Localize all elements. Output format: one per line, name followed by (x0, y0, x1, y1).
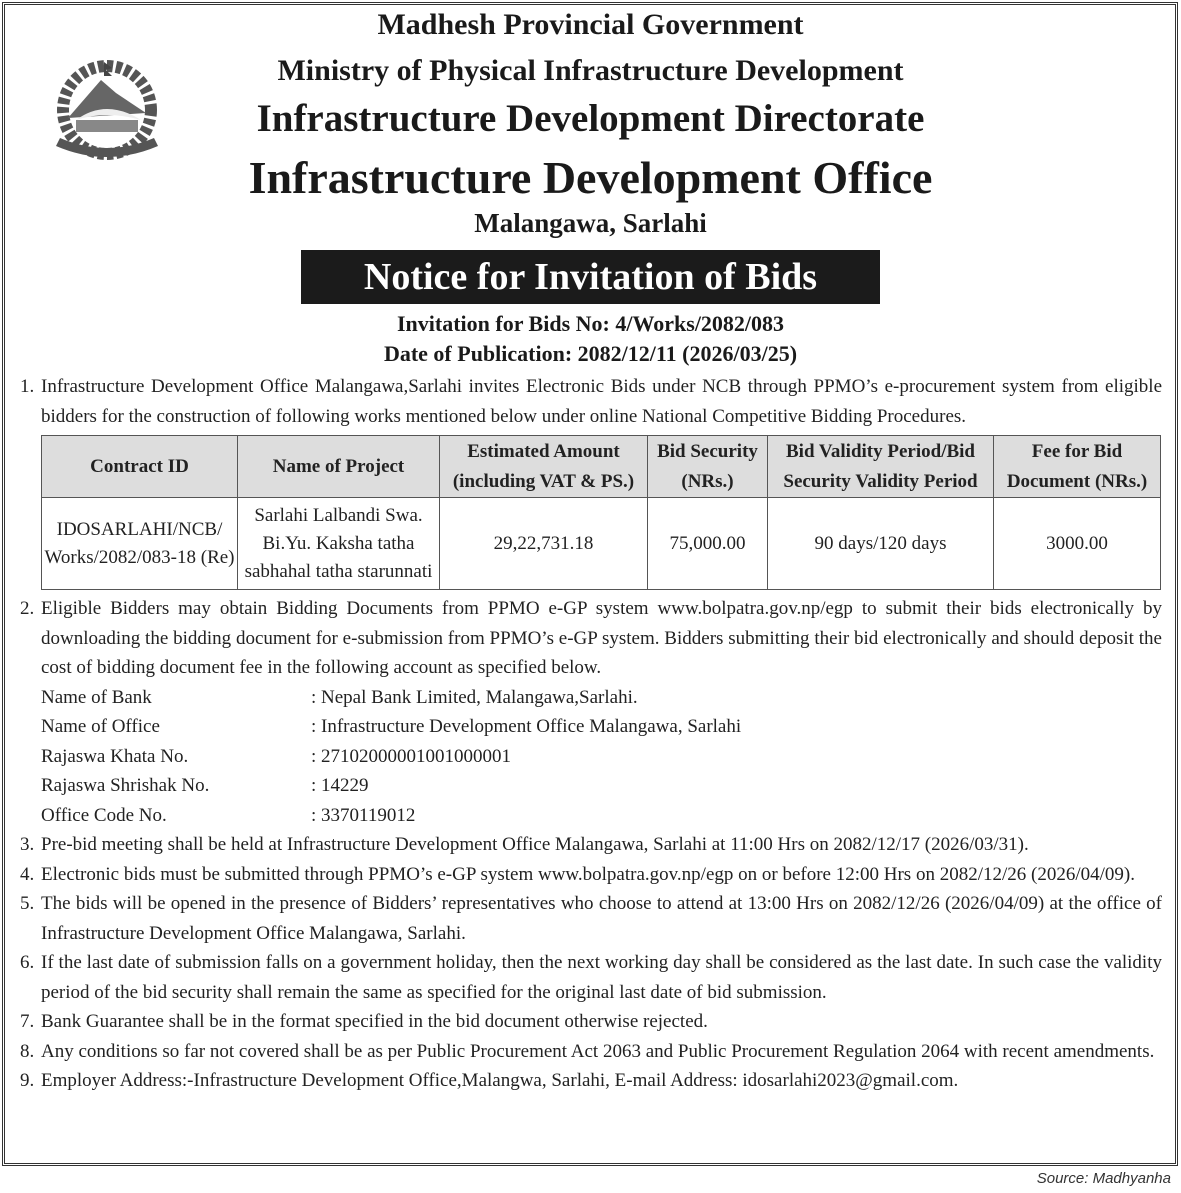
item-text: Electronic bids must be submitted through PPMO’s e-GP system www.bolpatra.gov.np/egp on or before 12:00 Hrs on 2082/12/26 (2026/04/09). (41, 863, 1135, 885)
table-row (42, 498, 1161, 590)
account-value: : 3370119012 (311, 804, 416, 826)
account-label: Rajaswa Khata No. (41, 745, 189, 767)
account-row (20, 683, 1162, 713)
cell-validity-period: 90 days/120 days (768, 498, 994, 590)
table-header-row (42, 436, 1161, 498)
item-number: 1. (20, 376, 35, 397)
item-text: Eligible Bidders may obtain Bidding Documents from PPMO e-GP system www.bolpatra.gov.np/egp to submit their bids electronically by downloading the bidding document for e-submission from PPMO’s e-GP system. Bidders submitting their bid electronically and should deposit the cost of bidding document fee in the following account as specified below. (41, 598, 1162, 678)
publication-date: Date of Publication: 2082/12/11 (2026/03/25) (383, 341, 798, 366)
col-bid-security: Bid Security (NRs.) (648, 436, 768, 498)
header-location: Malangawa, Sarlahi (474, 208, 707, 238)
list-item (20, 1066, 1162, 1096)
account-value: : 27102000001001000001 (311, 745, 512, 767)
bid-table (41, 435, 1161, 590)
item-text: Infrastructure Development Office Malangawa,Sarlahi invites Electronic Bids under NCB through PPMO’s e-procurement system from eligible bidders for the construction of following works mentioned below under online National Competitive Bidding Procedures. (41, 376, 1162, 427)
cell-fee: 3000.00 (994, 498, 1161, 590)
item-text: If the last date of submission falls on a government holiday, then the next working day shall be considered as the last date. In such case the validity period of the bid security shall remain the same as specified for the original last date of bid submission. (41, 952, 1162, 1003)
header-directorate: Infrastructure Development Directorate (256, 97, 925, 140)
list-item (20, 594, 1162, 683)
account-value: : Nepal Bank Limited, Malangawa,Sarlahi. (311, 686, 638, 708)
header-ministry: Ministry of Physical Infrastructure Development (277, 54, 904, 87)
account-label: Office Code No. (41, 804, 167, 826)
item-number: 7. (20, 1011, 35, 1032)
col-validity-period: Bid Validity Period/Bid Security Validity Period (768, 436, 994, 498)
account-row (20, 771, 1162, 801)
list-item (20, 1007, 1162, 1037)
account-value: : 14229 (311, 775, 369, 796)
cell-estimated-amount: 29,22,731.18 (440, 498, 648, 590)
col-contract-id: Contract ID (42, 436, 238, 498)
header-office: Infrastructure Development Office (248, 152, 933, 203)
cell-project-name: Sarlahi Lalbandi Swa. Bi.Yu. Kaksha tatha sabhahal tatha starunnati (238, 498, 440, 590)
col-estimated-amount: Estimated Amount (including VAT & PS.) (440, 436, 648, 498)
item-number: 2. (20, 598, 35, 619)
item-text: Pre-bid meeting shall be held at Infrastructure Development Office Malangawa, Sarlahi at 11:00 Hrs on 2082/12/17 (2026/03/31). (41, 834, 1029, 855)
list-item (20, 860, 1162, 890)
item-number: 5. (20, 893, 35, 914)
item-number: 6. (20, 952, 35, 973)
item-text: Employer Address:-Infrastructure Development Office,Malangwa, Sarlahi, E-mail Address: idosarlahi2023@gmail.com. (41, 1070, 959, 1091)
account-row (20, 742, 1162, 772)
list-item (20, 830, 1162, 860)
item-text: Any conditions so far not covered shall be as per Public Procurement Act 2063 and Public Procurement Regulation 2064 with recent amendments. (41, 1040, 1155, 1062)
ifb-number: Invitation for Bids No: 4/Works/2082/083 (396, 311, 785, 336)
item-number: 4. (20, 863, 35, 885)
account-label: Name of Office (41, 716, 160, 737)
item-number: 9. (20, 1070, 35, 1091)
cell-contract-id: IDOSARLAHI/NCB/ Works/2082/083-18 (Re) (42, 498, 238, 590)
account-value: : Infrastructure Development Office Malangawa, Sarlahi (311, 716, 742, 737)
cell-bid-security: 75,000.00 (648, 498, 768, 590)
col-fee: Fee for Bid Document (NRs.) (994, 436, 1161, 498)
list-item (20, 1037, 1162, 1067)
account-row (20, 801, 1162, 831)
header-government: Madhesh Provincial Government (377, 8, 804, 41)
item-number: 8. (20, 1040, 35, 1062)
item-text: Bank Guarantee shall be in the format specified in the bid document otherwise rejected. (41, 1011, 708, 1032)
item-text: The bids will be opened in the presence of Bidders’ representatives who choose to attend at 13:00 Hrs on 2082/12/26 (2026/04/09) at the office of Infrastructure Development Office Malangawa, Sarlahi. (41, 893, 1162, 944)
source-credit: Source: Madhyanha (1036, 1170, 1171, 1187)
account-row (20, 712, 1162, 742)
account-label: Rajaswa Shrishak No. (41, 775, 210, 796)
account-label: Name of Bank (41, 686, 152, 708)
item-number: 3. (20, 834, 35, 855)
list-item (20, 889, 1162, 948)
notice-body (20, 372, 1162, 1096)
col-project-name: Name of Project (238, 436, 440, 498)
notice-title: Notice for Invitation of Bids (301, 250, 880, 304)
list-item (20, 948, 1162, 1007)
list-item (20, 372, 1162, 431)
